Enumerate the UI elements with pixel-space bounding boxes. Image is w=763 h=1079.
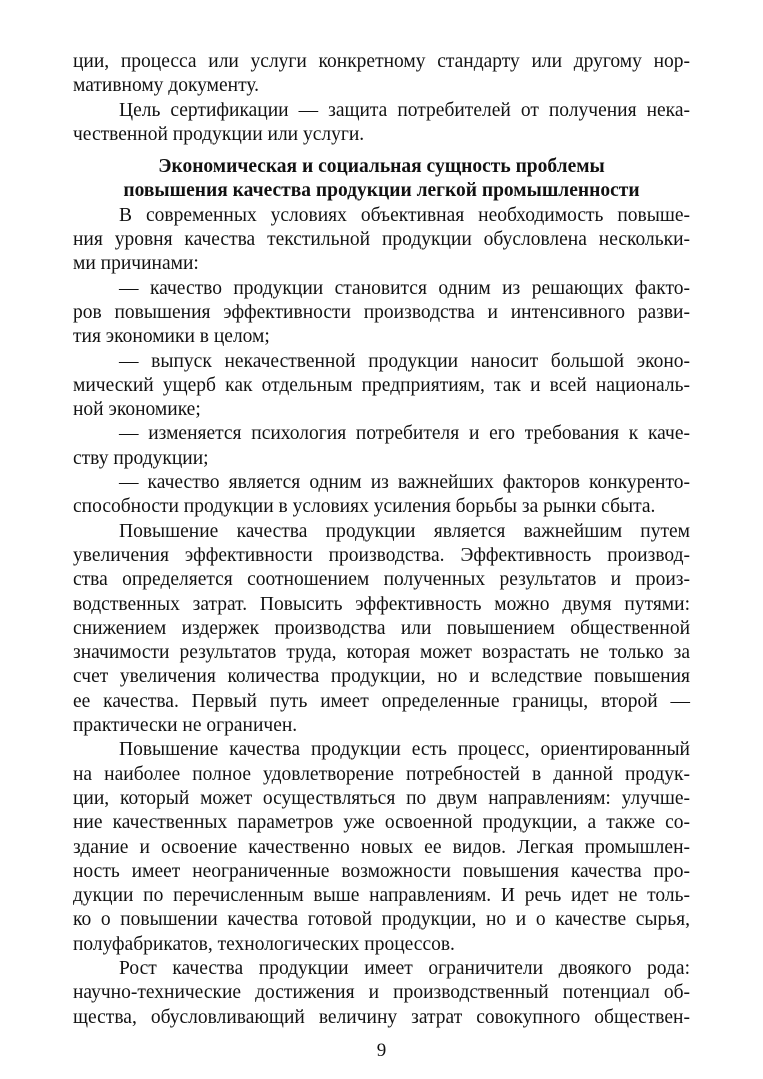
text-line: щества, обусловливающий величину затрат совокупного обществен- bbox=[73, 1006, 690, 1028]
text-line: дукции по перечисленным выше направлениям. И речь идет не толь- bbox=[73, 885, 690, 907]
paragraph-first-line: — выпуск некачественной продукции наносит большой эконо- bbox=[119, 350, 690, 372]
text-line: мический ущерб как отдельным предприятиям, так и всей националь- bbox=[73, 374, 690, 396]
text-line: ции, который может осуществляться по двум направлениям: улучше- bbox=[73, 787, 690, 809]
text-line: научно-технические достижения и производственный потенциал об- bbox=[73, 982, 690, 1004]
text-line: здание и освоение качественно новых ее видов. Легкая промышлен- bbox=[73, 836, 690, 858]
page-text-block bbox=[73, 50, 690, 1030]
paragraph-first-line: — качество является одним из важнейших факторов конкуренто- bbox=[119, 472, 690, 494]
paragraph-last-line: практически не ограничен. bbox=[73, 715, 298, 737]
paragraph-last-line: способности продукции в условиях усиления борьбы за рынки сбыта. bbox=[73, 496, 656, 518]
paragraph-first-line: — качество продукции становится одним из решающих факто- bbox=[119, 277, 690, 299]
text-line: ко о повышении качества готовой продукции, но и о качестве сырья, bbox=[73, 909, 690, 931]
paragraph-first-line: Цель сертификации — защита потребителей от получения нека- bbox=[119, 99, 690, 121]
paragraph-last-line: ми причинами: bbox=[73, 253, 199, 275]
paragraph-first-line: Повышение качества продукции является важнейшим путем bbox=[119, 520, 690, 542]
paragraph-last-line: ству продукции; bbox=[73, 447, 209, 469]
text-line: водственных затрат. Повысить эффективность можно двумя путями: bbox=[73, 593, 690, 615]
paragraph-first-line: Повышение качества продукции есть процесс, ориентированный bbox=[119, 739, 690, 761]
text-line: значимости результатов труда, которая может возрастать не только за bbox=[73, 642, 690, 664]
text-line: счет увеличения количества продукции, но и вследствие повышения bbox=[73, 666, 690, 688]
paragraph-first-line: — изменяется психология потребителя и его требования к каче- bbox=[119, 423, 690, 445]
paragraph-first-line: Рост качества продукции имеет ограничители двоякого рода: bbox=[119, 957, 690, 979]
text-line: увеличения эффективности производства. Эффективность производ- bbox=[73, 544, 690, 566]
paragraph-last-line: тия экономики в целом; bbox=[73, 326, 270, 348]
text-line: снижением издержек производства или повышением общественной bbox=[73, 617, 690, 639]
text-line: ность имеет неограниченные возможности повышения качества про- bbox=[73, 860, 690, 882]
page-number: 9 bbox=[376, 1040, 387, 1061]
text-line: ров повышения эффективности производства и интенсивного разви- bbox=[73, 301, 690, 323]
text-line: ния уровня качества текстильной продукции обусловлена нескольки- bbox=[73, 229, 690, 251]
section-heading-line: повышения качества продукции легкой промышленности bbox=[123, 180, 640, 202]
paragraph-last-line: мативному документу. bbox=[73, 75, 260, 97]
text-line: ции, процесса или услуги конкретному стандарту или другому нор- bbox=[73, 51, 690, 72]
paragraph-last-line: чественной продукции или услуги. bbox=[73, 123, 365, 145]
paragraph-first-line: В современных условиях объективная необходимость повыше- bbox=[119, 204, 690, 226]
paragraph-last-line: полуфабрикатов, технологических процессов. bbox=[73, 933, 455, 955]
paragraph-last-line: ной экономике; bbox=[73, 399, 201, 421]
text-line: ства определяется соотношением полученных результатов и произ- bbox=[73, 569, 690, 591]
text-line: ние качественных параметров уже освоенной продукции, а также со- bbox=[73, 812, 690, 834]
section-heading-line: Экономическая и социальная сущность проблемы bbox=[158, 156, 605, 178]
text-line: ее качества. Первый путь имеет определенные границы, второй — bbox=[73, 690, 690, 712]
text-line: на наиболее полное удовлетворение потребностей в данной продук- bbox=[73, 763, 690, 785]
